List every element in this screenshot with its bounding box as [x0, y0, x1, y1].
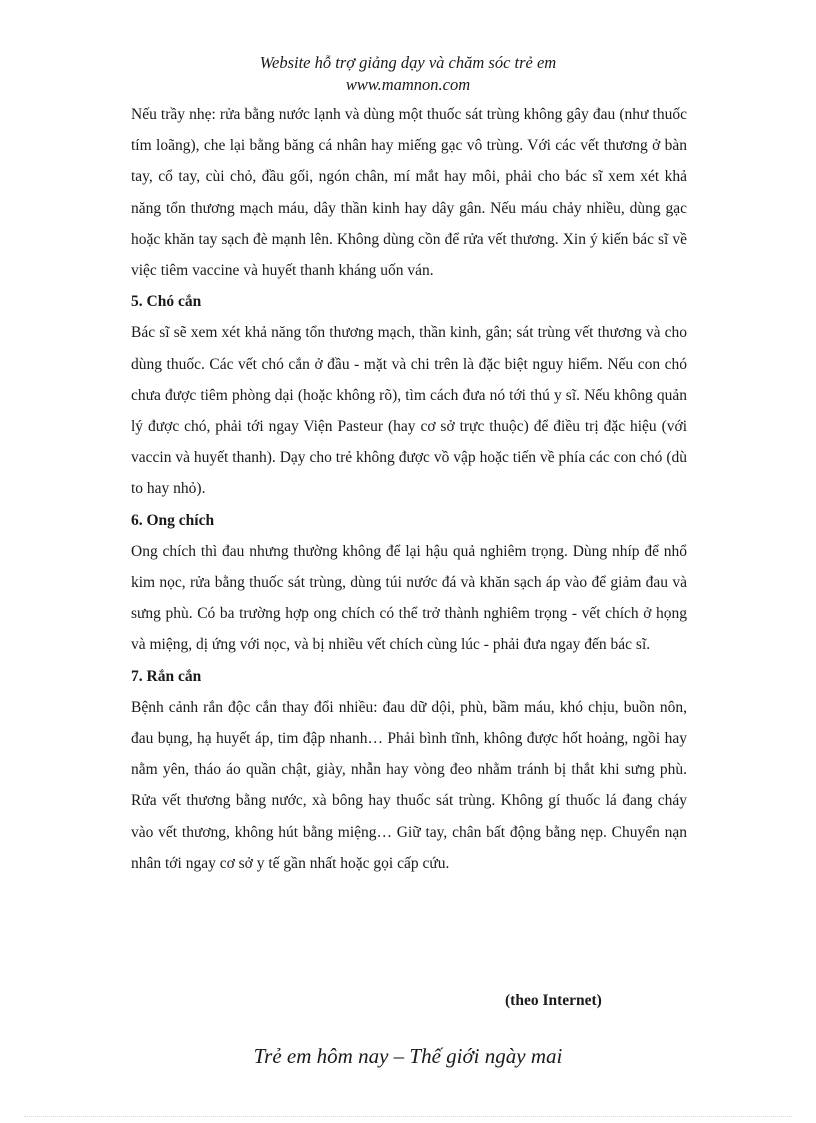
section-6-paragraph: Ong chích thì đau nhưng thường không để lại hậu quả nghiêm trọng. Dùng nhíp để nhổ kim nọc, rửa bằng thuốc sát trùng, dùng túi nước đá và khăn sạch áp vào để giảm đau và sưng phù. Có ba trường hợp ong chích có thể trở thành nghiêm trọng - vết chích ở họng và miệng, dị ứng với nọc, và bị nhiều vết chích cùng lúc - phải đưa ngay đến bác sĩ. [131, 542, 687, 654]
section-5-paragraph: Bác sĩ sẽ xem xét khả năng tổn thương mạch, thần kinh, gân; sát trùng vết thương và cho dùng thuốc. Các vết chó cắn ở đầu - mặt và chi trên là đặc biệt nguy hiểm. Nếu con chó chưa được tiêm phòng dại (hoặc không rõ), tìm cách đưa nó tới thú y sĩ. Nếu không quản lý được chó, phải tới ngay Viện Pasteur (hay cơ sở trực thuộc) để điều trị đặc hiệu (với vaccin và huyết thanh). Dạy cho trẻ không được vồ vập hoặc tiến về phía các con chó (dù to hay nhỏ). [131, 324, 687, 498]
article-body [131, 99, 687, 879]
source-credit: (theo Internet) [505, 992, 602, 1009]
section-7-paragraph: Bệnh cảnh rắn độc cắn thay đổi nhiều: đau dữ dội, phù, bầm máu, khó chịu, buồn nôn, đau bụng, hạ huyết áp, tim đập nhanh… Phải bình tĩnh, không được hốt hoảng, ngồi hay nằm yên, tháo áo quần chật, giày, nhẫn hay vòng đeo nhằm tránh bị thắt khi sưng phù. Rửa vết thương bằng nước, xà bông hay thuốc sát trùng. Không gí thuốc lá đang cháy vào vết thương, không hút bằng miệng… Giữ tay, chân bất động bằng nẹp. Chuyển nạn nhân tới ngay cơ sở y tế gần nhất hoặc gọi cấp cứu. [131, 698, 687, 872]
page-bottom-divider [24, 1116, 792, 1117]
section-7-heading: 7. Rắn cắn [131, 667, 202, 685]
page-footer-slogan: Trẻ em hôm nay – Thế giới ngày mai [253, 1044, 563, 1068]
page-header [0, 52, 816, 96]
section-6-heading: 6. Ong chích [131, 511, 215, 529]
section-5-heading: 5. Chó cắn [131, 293, 202, 311]
header-title: Website hỗ trợ giảng dạy và chăm sóc trẻ em [259, 53, 557, 72]
intro-paragraph: Nếu trầy nhẹ: rửa bằng nước lạnh và dùng một thuốc sát trùng không gây đau (như thuốc tím loãng), che lại bằng băng cá nhân hay miếng gạc vô trùng. Với các vết thương ở bàn tay, cổ tay, cùi chỏ, đầu gối, ngón chân, mí mắt hay môi, phải cho bác sĩ xem xét khả năng tổn thương mạch máu, dây thần kinh hay dây gân. Nếu máu chảy nhiều, dùng gạc hoặc khăn tay sạch đè mạnh lên. Không dùng cồn để rửa vết thương. Xin ý kiến bác sĩ về việc tiêm vaccine và huyết thanh kháng uốn ván. [131, 106, 687, 280]
header-website: www.mamnon.com [345, 75, 471, 94]
